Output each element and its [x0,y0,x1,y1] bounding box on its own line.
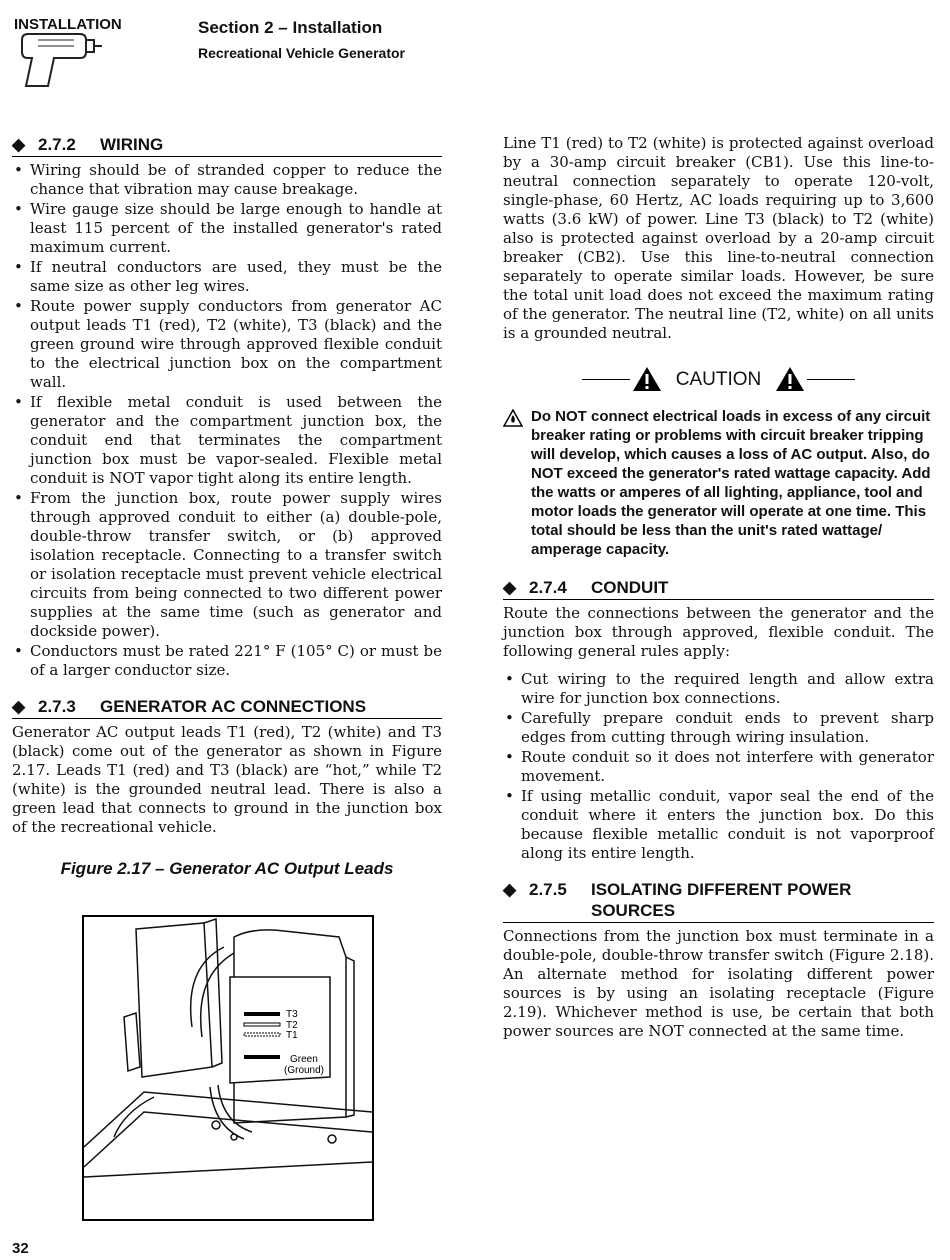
diamond-icon: ◆ [503,880,517,899]
list-item: • Conductors must be rated 221° F (105° C) or must be of a larger conductor size. [12,642,442,680]
diamond-icon: ◆ [12,697,26,716]
isolating-text: Connections from the junction box must terminate in a double-pole, double-throw transfer switch (Figure 2.18). An alternate method for isolating different power sources is by using an isolating receptacle (Figure 2.19). Whichever method is use, be certain that both power sources are NOT connected at the same time. [503,927,934,1040]
left-column [12,134,442,878]
list-item: • Route power supply conductors from generator AC output leads T1 (red), T2 (white), T3 (black) and the green ground wire through approved flexible conduit to the electrical junction box on the compartment wall. [12,297,442,392]
caution-header [503,365,934,393]
section-subtitle: Recreational Vehicle Generator [198,45,405,61]
generator-illustration [84,917,372,1219]
warning-triangle-icon [632,366,662,392]
wiring-heading: ◆ 2.7.2 WIRING [12,134,442,157]
caution-label: CAUTION [675,368,762,390]
legend-t3: T3 [286,1009,298,1020]
list-item: • Wire gauge size should be large enough to handle at least 115 percent of the installed generator's rated maximum current. [12,200,442,257]
conduit-intro: Route the connections between the generator and the junction box through approved, flexible conduit. The following general rules apply: [503,604,934,660]
legend-t1: T1 [286,1030,298,1041]
list-item: • Route conduit so it does not interfere with generator movement. [503,748,934,786]
circuit-breaker-text: Line T1 (red) to T2 (white) is protected against overload by a 30-amp circuit breaker (CB1). Use this line-to-neutral connection separately to operate 120-volt, single-phase, 60 Hertz, AC loads requiring up to 3,600 watts (3.6 kW) of power. Line T3 (black) to T2 (white) also is protected against overload by a 20-amp circuit breaker (CB2). Use this line-to-neutral connection separately to operate similar loads. However, be sure the total unit load does not exceed the maximum rating of the generator. The neutral line (T2, white) on all units is a grounded neutral. [503,134,934,342]
isolating-heading: ◆ 2.7.5 ISOLATING DIFFERENT POWER SOURCES [503,879,934,923]
list-item: • If neutral conductors are used, they must be the same size as other leg wires. [12,258,442,296]
legend-t2: T2 [286,1020,298,1031]
legend-ground: (Ground) [284,1065,325,1076]
list-item: • Wiring should be of stranded copper to reduce the chance that vibration may cause breakage. [12,161,442,199]
installation-label: INSTALLATION [14,16,122,33]
caution-message: Do NOT connect electrical loads in excess of any circuit breaker rating or problems with circuit breaker tripping will develop, which causes a loss of AC output. Also, do NOT exceed the generator's rated wattage capacity. Add the watts or amperes of all lighting, appliance, tool and motor loads the generator will operate at one time. This total should be less than the unit's rated wattage/ amperage capacity. [503,407,934,559]
list-item: • Cut wiring to the required length and allow extra wire for junction box connections. [503,670,934,708]
ac-connections-heading: ◆ 2.7.3 GENERATOR AC CONNECTIONS [12,696,442,719]
diamond-icon: ◆ [12,135,26,154]
drill-icon [14,30,104,90]
generator-figure [82,915,374,1221]
wiring-list [12,161,442,680]
right-column [503,134,934,1041]
conduit-heading: ◆ 2.7.4 CONDUIT [503,577,934,600]
list-item: • If using metallic conduit, vapor seal the end of the conduit where it enters the junction box. Do this because flexible metallic conduit is not vaporproof along its entire length. [503,787,934,863]
list-item: • Carefully prepare conduit ends to prevent sharp edges from cutting through wiring insulation. [503,709,934,747]
page-number: 32 [12,1240,29,1257]
conduit-list [503,670,934,863]
list-item: • If flexible metal conduit is used between the generator and the compartment junction box, the conduit end that terminates the compartment junction box must be vapor-sealed. Flexible metal conduit is NOT vapor tight along its entire length. [12,393,442,488]
figure-caption: Figure 2.17 – Generator AC Output Leads [60,859,394,878]
diamond-icon: ◆ [503,578,517,597]
legend-green: Green [290,1054,318,1065]
section-title: Section 2 – Installation [198,18,383,37]
list-item: • From the junction box, route power supply wires through approved conduit to either (a) double-pole, double-throw transfer switch, or (b) approved isolation receptacle. Connecting to a transfer switch or isolation receptacle must prevent vehicle electrical circuits from being connected to two different power supplies at the same time (such as generator and dockside power). [12,489,442,641]
fire-hazard-icon [503,407,531,559]
ac-connections-text: Generator AC output leads T1 (red), T2 (white) and T3 (black) come out of the generator as shown in Figure 2.17. Leads T1 (red) and T3 (black) are “hot,” while T2 (white) is the grounded neutral lead. There is also a green lead that connects to ground in the junction box of the recreational vehicle. [12,723,442,836]
warning-triangle-icon [775,366,805,392]
